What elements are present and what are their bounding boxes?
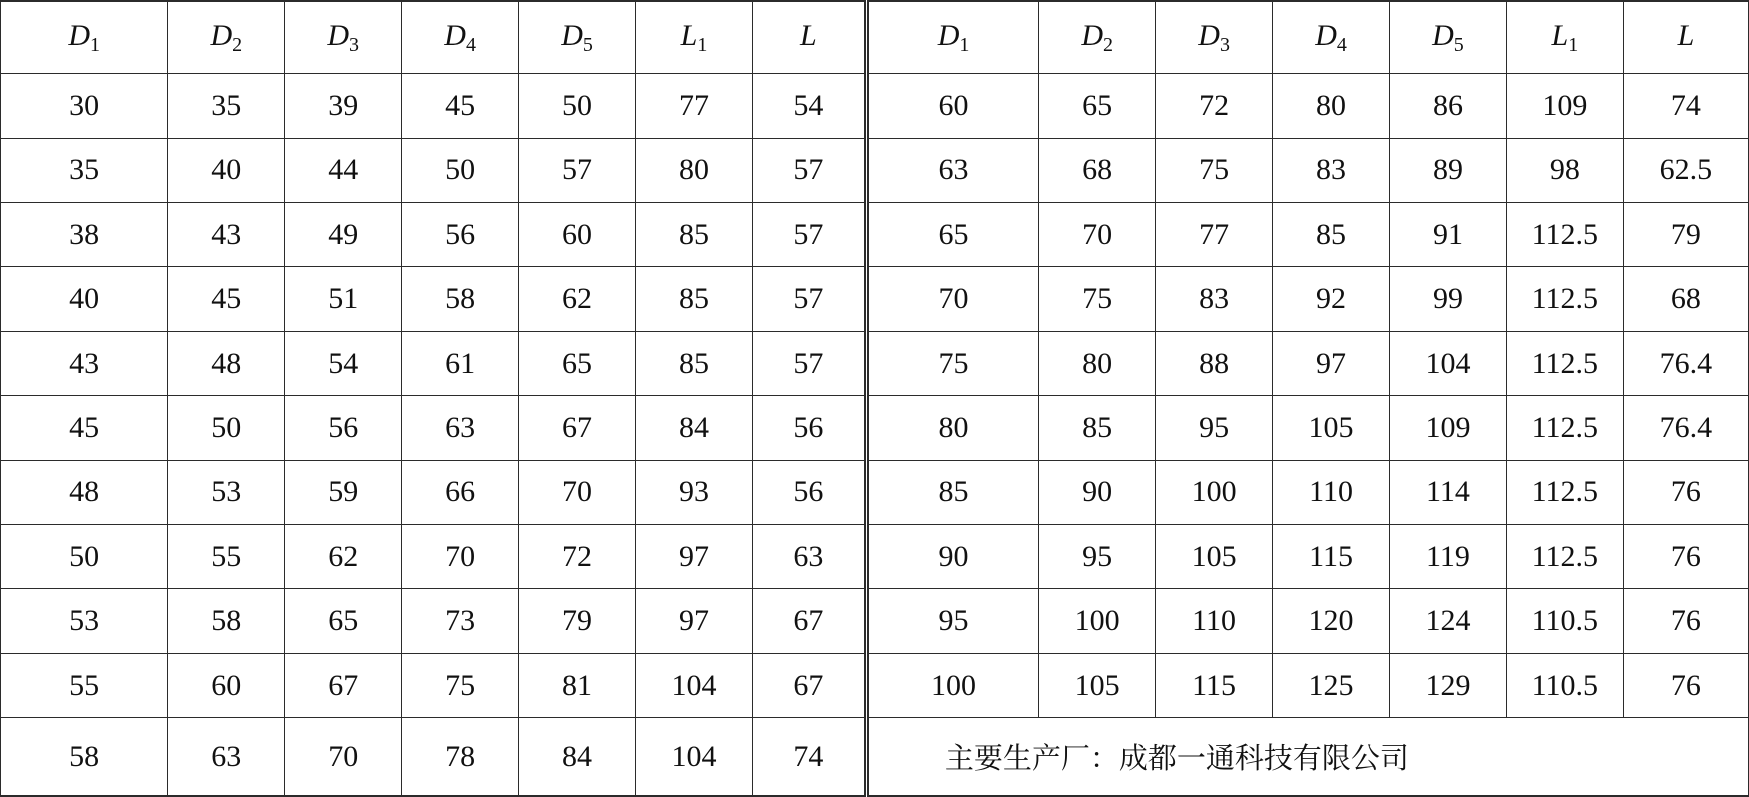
table-cell: 84	[636, 396, 753, 460]
table-cell: 58	[402, 267, 519, 331]
table-row	[1, 589, 1749, 653]
table-cell: 67	[285, 653, 402, 717]
table-row	[1, 718, 1749, 796]
table-cell: 95	[1156, 396, 1273, 460]
table-cell: 95	[1039, 525, 1156, 589]
header-subscript: 5	[1453, 33, 1464, 56]
header-symbol: D	[1198, 18, 1220, 52]
column-header-right-2	[1039, 1, 1156, 74]
table-cell: 95	[866, 589, 1038, 653]
table-cell: 57	[752, 331, 866, 395]
table-cell: 67	[752, 653, 866, 717]
table-cell: 76	[1623, 589, 1748, 653]
table-cell: 80	[1039, 331, 1156, 395]
table-cell: 57	[752, 138, 866, 202]
table-cell: 65	[285, 589, 402, 653]
table-cell: 124	[1389, 589, 1506, 653]
column-header-left-3	[285, 1, 402, 74]
table-cell: 91	[1389, 203, 1506, 267]
header-subscript: 3	[1219, 33, 1230, 56]
table-cell: 97	[636, 525, 753, 589]
table-row	[1, 331, 1749, 395]
table-cell: 97	[636, 589, 753, 653]
table-cell: 85	[1039, 396, 1156, 460]
header-subscript: 1	[1568, 33, 1579, 56]
table-cell: 60	[866, 74, 1038, 138]
table-cell: 56	[402, 203, 519, 267]
table-cell: 92	[1273, 267, 1390, 331]
table-cell: 112.5	[1506, 267, 1623, 331]
table-cell: 57	[752, 203, 866, 267]
table-cell: 109	[1389, 396, 1506, 460]
table-cell: 50	[1, 525, 168, 589]
table-cell: 75	[866, 331, 1038, 395]
column-header-right-4	[1273, 1, 1390, 74]
header-subscript: 1	[697, 33, 708, 56]
table-cell: 79	[1623, 203, 1748, 267]
table-cell: 100	[866, 653, 1038, 717]
table-row	[1, 396, 1749, 460]
table-cell: 90	[1039, 460, 1156, 524]
header-subscript: 4	[465, 33, 476, 56]
table-cell: 45	[168, 267, 285, 331]
table-cell: 100	[1156, 460, 1273, 524]
table-cell: 90	[866, 525, 1038, 589]
table-cell: 85	[636, 267, 753, 331]
table-cell: 44	[285, 138, 402, 202]
table-cell: 112.5	[1506, 331, 1623, 395]
table-cell: 89	[1389, 138, 1506, 202]
header-symbol: L	[1551, 18, 1569, 52]
manufacturer-note: 主要生产厂：成都一通科技有限公司	[866, 718, 1748, 796]
table-cell: 65	[519, 331, 636, 395]
table-cell: 76	[1623, 525, 1748, 589]
table-cell: 76	[1623, 653, 1748, 717]
table-cell: 77	[1156, 203, 1273, 267]
table-row	[1, 653, 1749, 717]
table-cell: 67	[752, 589, 866, 653]
table-cell: 45	[402, 74, 519, 138]
table-cell: 120	[1273, 589, 1390, 653]
column-header-left-4	[402, 1, 519, 74]
table-cell: 83	[1156, 267, 1273, 331]
table-cell: 88	[1156, 331, 1273, 395]
table-cell: 53	[1, 589, 168, 653]
table-cell: 105	[1156, 525, 1273, 589]
table-cell: 112.5	[1506, 460, 1623, 524]
header-symbol: L	[800, 18, 817, 52]
header-subscript: 1	[90, 33, 100, 56]
table-row	[1, 203, 1749, 267]
header-symbol: D	[68, 18, 90, 52]
table-cell: 38	[1, 203, 168, 267]
table-cell: 76.4	[1623, 331, 1748, 395]
table-body	[1, 1, 1749, 796]
table-cell: 62	[519, 267, 636, 331]
table-cell: 85	[1273, 203, 1390, 267]
table-cell: 98	[1506, 138, 1623, 202]
table-cell: 58	[168, 589, 285, 653]
table-cell: 40	[1, 267, 168, 331]
table-cell: 70	[285, 718, 402, 796]
table-cell: 85	[636, 203, 753, 267]
table-cell: 84	[519, 718, 636, 796]
table-cell: 80	[866, 396, 1038, 460]
header-subscript: 2	[1103, 33, 1114, 56]
table-cell: 97	[1273, 331, 1390, 395]
table-cell: 30	[1, 74, 168, 138]
table-cell: 63	[168, 718, 285, 796]
table-cell: 76	[1623, 460, 1748, 524]
table-cell: 109	[1506, 74, 1623, 138]
table-cell: 75	[1156, 138, 1273, 202]
table-cell: 85	[636, 331, 753, 395]
table-cell: 65	[866, 203, 1038, 267]
table-cell: 70	[519, 460, 636, 524]
header-symbol: D	[1315, 18, 1337, 52]
table-cell: 67	[519, 396, 636, 460]
table-cell: 119	[1389, 525, 1506, 589]
table-cell: 110	[1273, 460, 1390, 524]
table-cell: 45	[1, 396, 168, 460]
table-cell: 70	[866, 267, 1038, 331]
table-cell: 43	[168, 203, 285, 267]
table-cell: 100	[1039, 589, 1156, 653]
column-header-right-5	[1389, 1, 1506, 74]
table-cell: 48	[168, 331, 285, 395]
table-cell: 51	[285, 267, 402, 331]
table-cell: 63	[402, 396, 519, 460]
table-cell: 60	[168, 653, 285, 717]
column-header-left-7	[752, 1, 866, 74]
table-cell: 81	[519, 653, 636, 717]
table-cell: 43	[1, 331, 168, 395]
table-cell: 55	[1, 653, 168, 717]
table-cell: 35	[168, 74, 285, 138]
header-subscript: 1	[959, 33, 970, 56]
table-cell: 112.5	[1506, 525, 1623, 589]
column-header-right-1	[866, 1, 1038, 74]
table-cell: 80	[636, 138, 753, 202]
table-cell: 104	[636, 718, 753, 796]
table-cell: 61	[402, 331, 519, 395]
header-row	[1, 1, 1749, 74]
table-cell: 49	[285, 203, 402, 267]
header-symbol: D	[937, 18, 960, 52]
table-cell: 83	[1273, 138, 1390, 202]
table-cell: 77	[636, 74, 753, 138]
column-header-left-1	[1, 1, 168, 74]
column-header-left-5	[519, 1, 636, 74]
table-cell: 56	[285, 396, 402, 460]
table-cell: 110.5	[1506, 653, 1623, 717]
header-subscript: 4	[1336, 33, 1347, 56]
column-header-right-7	[1623, 1, 1748, 74]
table-cell: 114	[1389, 460, 1506, 524]
header-symbol: D	[561, 18, 583, 52]
table-cell: 115	[1273, 525, 1390, 589]
table-cell: 115	[1156, 653, 1273, 717]
column-header-right-6	[1506, 1, 1623, 74]
table-cell: 105	[1039, 653, 1156, 717]
header-symbol: L	[680, 18, 698, 52]
table-cell: 56	[752, 396, 866, 460]
table-row	[1, 267, 1749, 331]
table-cell: 110.5	[1506, 589, 1623, 653]
table-cell: 112.5	[1506, 396, 1623, 460]
table-cell: 66	[402, 460, 519, 524]
table-row	[1, 74, 1749, 138]
table-cell: 35	[1, 138, 168, 202]
column-header-left-6	[636, 1, 753, 74]
table-cell: 57	[752, 267, 866, 331]
table-cell: 62	[285, 525, 402, 589]
table-cell: 54	[285, 331, 402, 395]
table-cell: 40	[168, 138, 285, 202]
header-symbol: D	[1432, 18, 1454, 52]
column-header-right-3	[1156, 1, 1273, 74]
table-cell: 68	[1039, 138, 1156, 202]
table-cell: 58	[1, 718, 168, 796]
table-cell: 80	[1273, 74, 1390, 138]
table-cell: 76.4	[1623, 396, 1748, 460]
table-cell: 72	[1156, 74, 1273, 138]
table-cell: 63	[866, 138, 1038, 202]
table-row	[1, 525, 1749, 589]
table-row	[1, 138, 1749, 202]
table-cell: 104	[636, 653, 753, 717]
table-cell: 62.5	[1623, 138, 1748, 202]
table-cell: 50	[519, 74, 636, 138]
table-cell: 59	[285, 460, 402, 524]
table-cell: 53	[168, 460, 285, 524]
table-cell: 74	[1623, 74, 1748, 138]
table-cell: 39	[285, 74, 402, 138]
table-cell: 72	[519, 525, 636, 589]
header-symbol: D	[327, 18, 350, 52]
table-cell: 54	[752, 74, 866, 138]
table-cell: 86	[1389, 74, 1506, 138]
header-symbol: L	[1677, 18, 1695, 52]
table-cell: 75	[1039, 267, 1156, 331]
header-symbol: D	[444, 18, 466, 52]
table-cell: 99	[1389, 267, 1506, 331]
table-cell: 55	[168, 525, 285, 589]
table-cell: 78	[402, 718, 519, 796]
table-cell: 129	[1389, 653, 1506, 717]
table-cell: 73	[402, 589, 519, 653]
table-cell: 110	[1156, 589, 1273, 653]
table-row	[1, 460, 1749, 524]
table-cell: 112.5	[1506, 203, 1623, 267]
table-cell: 50	[402, 138, 519, 202]
table-cell: 104	[1389, 331, 1506, 395]
table-cell: 75	[402, 653, 519, 717]
table-cell: 79	[519, 589, 636, 653]
table-cell: 93	[636, 460, 753, 524]
column-header-left-2	[168, 1, 285, 74]
table-cell: 70	[1039, 203, 1156, 267]
table-cell: 60	[519, 203, 636, 267]
header-symbol: D	[210, 18, 233, 52]
table-cell: 105	[1273, 396, 1390, 460]
table-cell: 85	[866, 460, 1038, 524]
table-cell: 63	[752, 525, 866, 589]
table-cell: 57	[519, 138, 636, 202]
table-cell: 65	[1039, 74, 1156, 138]
table-cell: 48	[1, 460, 168, 524]
header-subscript: 2	[232, 33, 243, 56]
table-cell: 74	[752, 718, 866, 796]
table-cell: 56	[752, 460, 866, 524]
table-cell: 50	[168, 396, 285, 460]
header-subscript: 3	[349, 33, 360, 56]
table-cell: 68	[1623, 267, 1748, 331]
table-cell: 125	[1273, 653, 1390, 717]
header-symbol: D	[1081, 18, 1104, 52]
table-cell: 70	[402, 525, 519, 589]
header-subscript: 5	[582, 33, 593, 56]
